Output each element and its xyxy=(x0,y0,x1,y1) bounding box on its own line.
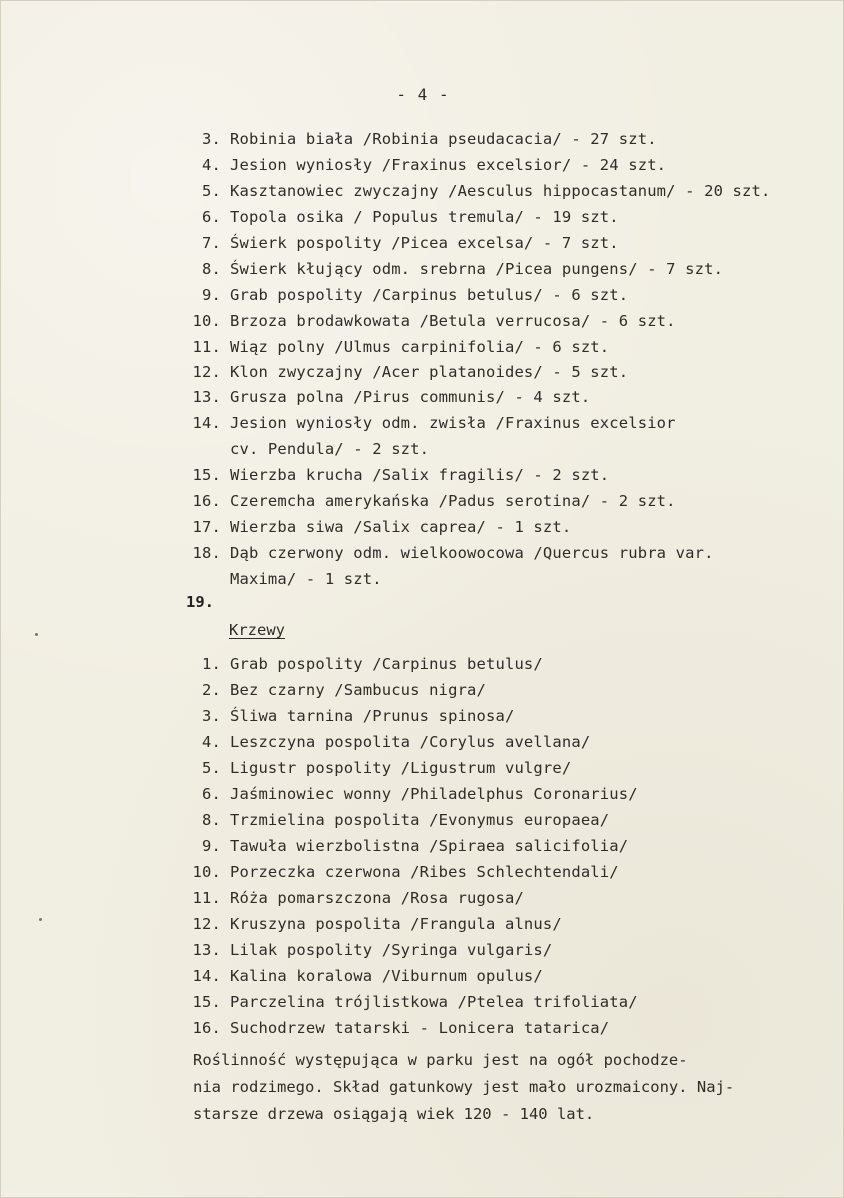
list-item-number: 14. xyxy=(192,414,221,432)
list-item xyxy=(191,464,609,486)
list-item-number: 1. xyxy=(202,655,221,673)
paragraph-line: Roślinność występująca w parku jest na ogół pochodze- xyxy=(193,1051,688,1069)
list-item-text: Leszczyna pospolita /Corylus avellana/ xyxy=(230,733,591,751)
list-item xyxy=(191,809,609,831)
list-item-number: 10. xyxy=(192,312,221,330)
list-item-text: Kruszyna pospolita /Frangula alnus/ xyxy=(230,915,562,933)
paragraph-line: nia rodzimego. Skład gatunkowy jest mało urozmaicony. Naj- xyxy=(193,1078,735,1096)
list-item-number: 15. xyxy=(192,993,221,1011)
list-item xyxy=(191,861,619,883)
list-item-text: Jesion wyniosły odm. zwisła /Fraxinus excelsior xyxy=(230,414,676,432)
list-item xyxy=(191,679,486,701)
list-item-number: 16. xyxy=(192,492,221,510)
list-item-text: Topola osika / Populus tremula/ - 19 szt. xyxy=(230,208,619,226)
list-item xyxy=(191,757,571,779)
list-item-number: 13. xyxy=(192,941,221,959)
list-item-continuation: Maxima/ - 1 szt. xyxy=(230,570,382,588)
list-item xyxy=(191,361,628,383)
list-item-text: Grusza polna /Pirus communis/ - 4 szt. xyxy=(230,388,591,406)
list-item-text: Świerk pospolity /Picea excelsa/ - 7 szt. xyxy=(230,234,619,252)
list-item-text: Jesion wyniosły /Fraxinus excelsior/ - 24 szt. xyxy=(230,156,667,174)
list-item xyxy=(191,939,552,961)
list-item-number: 11. xyxy=(192,889,221,907)
list-item-number: 12. xyxy=(192,363,221,381)
list-item-text: Dąb czerwony odm. wielkoowocowa /Quercus rubra var. xyxy=(230,544,714,562)
list-item xyxy=(191,1017,609,1039)
list-item xyxy=(191,490,676,512)
list-item-number: 4. xyxy=(202,156,221,174)
list-item-number: 9. xyxy=(202,286,221,304)
list-item-text: Porzeczka czerwona /Ribes Schlechtendali/ xyxy=(230,863,619,881)
list-item-number: 13. xyxy=(192,388,221,406)
list-item-continuation: cv. Pendula/ - 2 szt. xyxy=(230,440,430,458)
scan-speck xyxy=(39,918,42,921)
list-item-number: 15. xyxy=(192,466,221,484)
list-item-number: 6. xyxy=(202,208,221,226)
list-item xyxy=(191,258,723,280)
list-item-text: Kalina koralowa /Viburnum opulus/ xyxy=(230,967,543,985)
list-item-text: Ligustr pospolity /Ligustrum vulgre/ xyxy=(230,759,572,777)
list-item-text: Suchodrzew tatarski - Lonicera tatarica/ xyxy=(230,1019,610,1037)
list-item xyxy=(191,154,666,176)
list-item xyxy=(191,310,676,332)
list-item xyxy=(191,336,609,358)
list-item-text: Wierzba krucha /Salix fragilis/ - 2 szt. xyxy=(230,466,610,484)
list-item xyxy=(191,516,571,538)
list-item xyxy=(191,206,619,228)
list-item-text: Klon zwyczajny /Acer platanoides/ - 5 szt. xyxy=(230,363,629,381)
list-item xyxy=(191,991,638,1013)
list-item-text: Wierzba siwa /Salix caprea/ - 1 szt. xyxy=(230,518,572,536)
list-item-text: Czeremcha amerykańska /Padus serotina/ - 2 szt. xyxy=(230,492,676,510)
list-item-text: Brzoza brodawkowata /Betula verrucosa/ - 6 szt. xyxy=(230,312,676,330)
list-item-text: Tawuła wierzbolistna /Spiraea salicifolia/ xyxy=(230,837,629,855)
list-item-text: Jaśminowiec wonny /Philadelphus Coronarius/ xyxy=(230,785,638,803)
list-item xyxy=(191,783,638,805)
list-item-text: Trzmielina pospolita /Evonymus europaea/ xyxy=(230,811,610,829)
list-item-number: 2. xyxy=(202,681,221,699)
list-item-number: 6. xyxy=(202,785,221,803)
list-item-text: Parczelina trójlistkowa /Ptelea trifoliata/ xyxy=(230,993,638,1011)
scan-speck xyxy=(35,633,38,636)
list-item-number: 16. xyxy=(192,1019,221,1037)
list-item xyxy=(191,412,676,434)
list-item-text: Śliwa tarnina /Prunus spinosa/ xyxy=(230,707,515,725)
list-item-text: Robinia biała /Robinia pseudacacia/ - 27 szt. xyxy=(230,130,657,148)
list-item-number: 8. xyxy=(202,811,221,829)
list-item-number: 10. xyxy=(192,863,221,881)
list-item-number: 7. xyxy=(202,234,221,252)
paragraph-line: starsze drzewa osiągają wiek 120 - 140 lat. xyxy=(193,1105,595,1123)
list-item-number: 18. xyxy=(192,544,221,562)
list-item xyxy=(191,965,543,987)
list-item xyxy=(191,887,524,909)
list-item xyxy=(191,705,514,727)
list-item xyxy=(191,731,590,753)
list-item-text: Grab pospolity /Carpinus betulus/ - 6 szt. xyxy=(230,286,629,304)
list-item xyxy=(191,386,590,408)
list-item-text: Lilak pospolity /Syringa vulgaris/ xyxy=(230,941,553,959)
list-item-text: Róża pomarszczona /Rosa rugosa/ xyxy=(230,889,524,907)
list-item xyxy=(191,180,770,202)
list-item-number: 4. xyxy=(202,733,221,751)
list-item-number: 3. xyxy=(202,707,221,725)
list-item-number: 12. xyxy=(192,915,221,933)
page-number: - 4 - xyxy=(396,85,450,104)
list-item-text: Wiąz polny /Ulmus carpinifolia/ - 6 szt. xyxy=(230,338,610,356)
list-item xyxy=(191,284,628,306)
list-item xyxy=(191,835,628,857)
list-item-number: 14. xyxy=(192,967,221,985)
section-heading: Krzewy xyxy=(229,621,285,639)
list-item xyxy=(191,542,714,564)
list-item-number: 5. xyxy=(202,759,221,777)
list-item-number: 17. xyxy=(192,518,221,536)
list-item-number: 8. xyxy=(202,260,221,278)
list-item xyxy=(191,913,562,935)
list-item-number: 9. xyxy=(202,837,221,855)
list-item-text: Kasztanowiec zwyczajny /Aesculus hippocastanum/ - 20 szt. xyxy=(230,182,771,200)
list-item-text: Bez czarny /Sambucus nigra/ xyxy=(230,681,487,699)
struck-number: 19. xyxy=(186,593,214,611)
list-item-number: 3. xyxy=(202,130,221,148)
list-item-text: Świerk kłujący odm. srebrna /Picea pungens/ - 7 szt. xyxy=(230,260,724,278)
list-item xyxy=(191,653,543,675)
list-item-text: Grab pospolity /Carpinus betulus/ xyxy=(230,655,543,673)
list-item xyxy=(191,128,657,150)
list-item-number: 5. xyxy=(202,182,221,200)
list-item-number: 11. xyxy=(192,338,221,356)
list-item xyxy=(191,232,619,254)
